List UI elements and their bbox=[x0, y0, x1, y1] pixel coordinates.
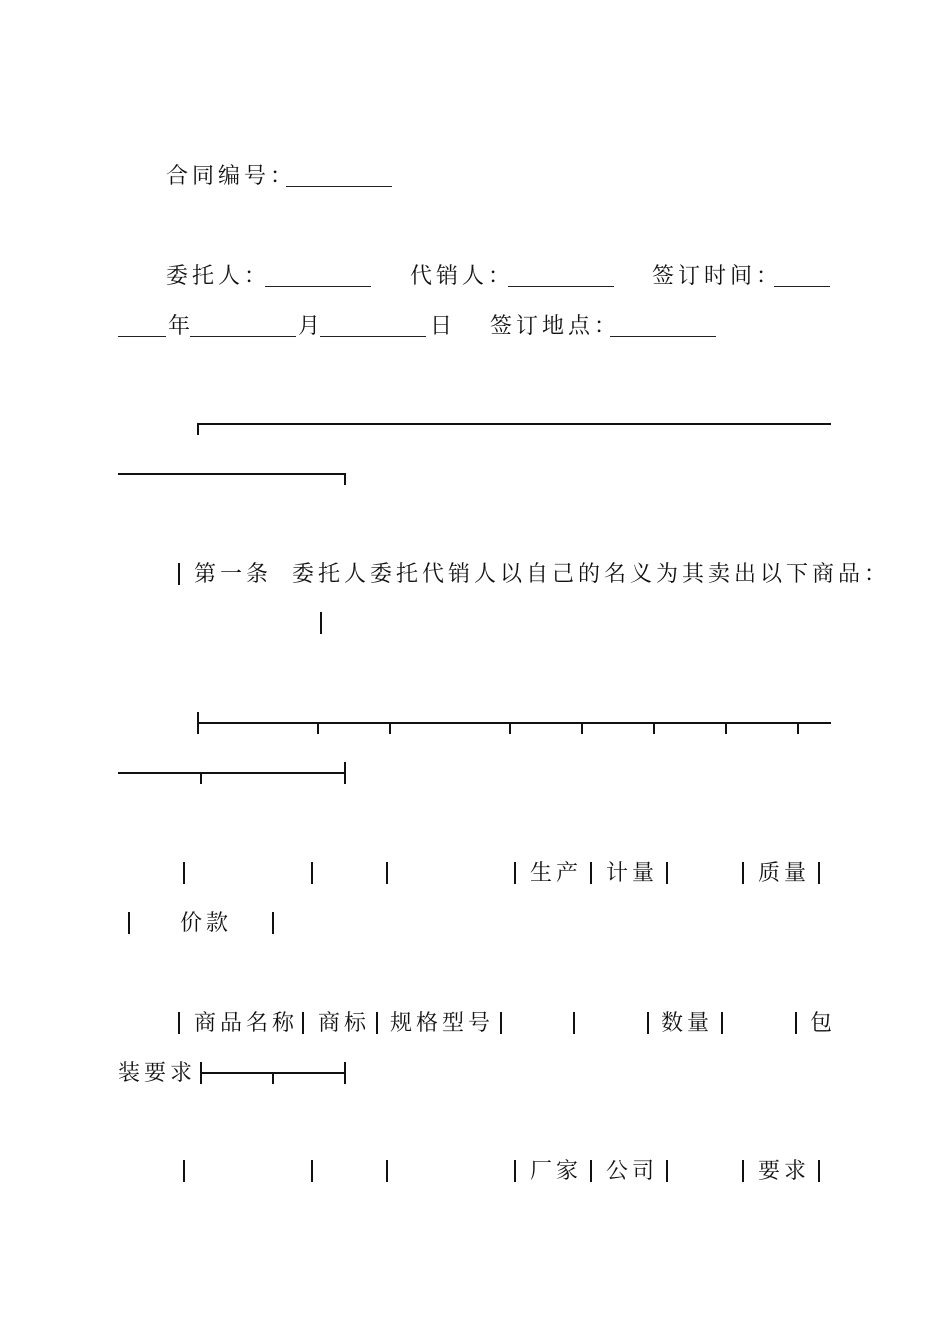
header-spec-model: 规格型号 bbox=[390, 1011, 495, 1036]
table-joint bbox=[272, 1072, 274, 1084]
table-cell-border bbox=[795, 1012, 797, 1034]
day-label: 日 bbox=[430, 314, 457, 339]
table-cell-border bbox=[818, 1160, 820, 1182]
sign-time-year-field-part1[interactable] bbox=[774, 286, 830, 287]
day-field[interactable] bbox=[320, 336, 426, 337]
article-1-number: 第一条 bbox=[194, 562, 273, 587]
table-header-rule bbox=[197, 722, 831, 724]
table-top-border-wrap bbox=[118, 473, 346, 475]
header-packaging-part1: 包 bbox=[810, 1011, 837, 1036]
header-company: 公司 bbox=[606, 1159, 659, 1184]
agent-field[interactable] bbox=[508, 286, 614, 287]
article-border-left bbox=[178, 563, 180, 585]
table-joint bbox=[317, 722, 319, 734]
table-joint-left bbox=[197, 712, 199, 734]
sign-place-field[interactable] bbox=[610, 336, 716, 337]
month-field[interactable] bbox=[190, 336, 296, 337]
table-joint bbox=[389, 722, 391, 734]
table-joint bbox=[725, 722, 727, 734]
table-cell-border bbox=[514, 1160, 516, 1182]
table-joint bbox=[797, 722, 799, 734]
table-joint bbox=[509, 722, 511, 734]
header-requirement: 要求 bbox=[758, 1159, 811, 1184]
table-corner-left bbox=[197, 423, 199, 435]
table-cell-border bbox=[500, 1012, 502, 1034]
table-corner-right bbox=[344, 473, 346, 485]
table-cell-border bbox=[666, 862, 668, 884]
header-quantity: 数量 bbox=[661, 1011, 714, 1036]
table-cell-border bbox=[666, 1160, 668, 1182]
month-label: 月 bbox=[298, 314, 325, 339]
table-cell-border bbox=[573, 1012, 575, 1034]
table-top-border bbox=[197, 423, 831, 425]
client-field[interactable] bbox=[265, 286, 371, 287]
contract-no-label: 合同编号： bbox=[166, 164, 297, 189]
table-joint bbox=[200, 772, 202, 784]
table-cell-border bbox=[272, 912, 274, 934]
table-joint-right bbox=[344, 762, 346, 784]
year-label: 年 bbox=[168, 314, 195, 339]
table-cell-border bbox=[514, 862, 516, 884]
sign-time-year-field-part2[interactable] bbox=[118, 336, 166, 337]
header-product-name: 商品名称 bbox=[194, 1011, 299, 1036]
header-manufacturer: 厂家 bbox=[530, 1159, 583, 1184]
table-cell-border bbox=[818, 862, 820, 884]
sign-time-label: 签订时间： bbox=[652, 264, 783, 289]
article-border-right bbox=[320, 612, 322, 634]
table-cell-border bbox=[183, 1160, 185, 1182]
article-1-text: 委托人委托代销人以自己的名义为其卖出以下商品： bbox=[292, 562, 891, 587]
table-cell-border bbox=[386, 1160, 388, 1182]
header-measure: 计量 bbox=[606, 861, 659, 886]
table-cell-border bbox=[376, 1012, 378, 1034]
sign-place-label: 签订地点： bbox=[490, 314, 621, 339]
table-cell-border bbox=[590, 1160, 592, 1182]
header-production: 生产 bbox=[530, 861, 583, 886]
contract-no-field[interactable] bbox=[286, 186, 392, 187]
table-cell-border bbox=[647, 1012, 649, 1034]
table-cell-border bbox=[721, 1012, 723, 1034]
header-packaging-part2: 装要求 bbox=[118, 1061, 197, 1086]
table-cell-border bbox=[590, 862, 592, 884]
header-quality: 质量 bbox=[758, 861, 811, 886]
table-cell-border bbox=[311, 862, 313, 884]
header-trademark: 商标 bbox=[318, 1011, 371, 1036]
table-cell-border bbox=[386, 862, 388, 884]
table-cell-border bbox=[183, 862, 185, 884]
table-header-rule-wrap bbox=[118, 772, 346, 774]
table-cell-border bbox=[128, 912, 130, 934]
client-label: 委托人： bbox=[166, 264, 271, 289]
table-joint bbox=[581, 722, 583, 734]
table-joint-right bbox=[344, 1062, 346, 1084]
table-cell-border bbox=[742, 862, 744, 884]
table-cell-border bbox=[742, 1160, 744, 1182]
agent-label: 代销人： bbox=[410, 264, 515, 289]
table-cell-border bbox=[302, 1012, 304, 1034]
table-cell-border bbox=[311, 1160, 313, 1182]
header-price: 价款 bbox=[180, 911, 233, 936]
table-joint bbox=[653, 722, 655, 734]
table-cell-border bbox=[178, 1012, 180, 1034]
